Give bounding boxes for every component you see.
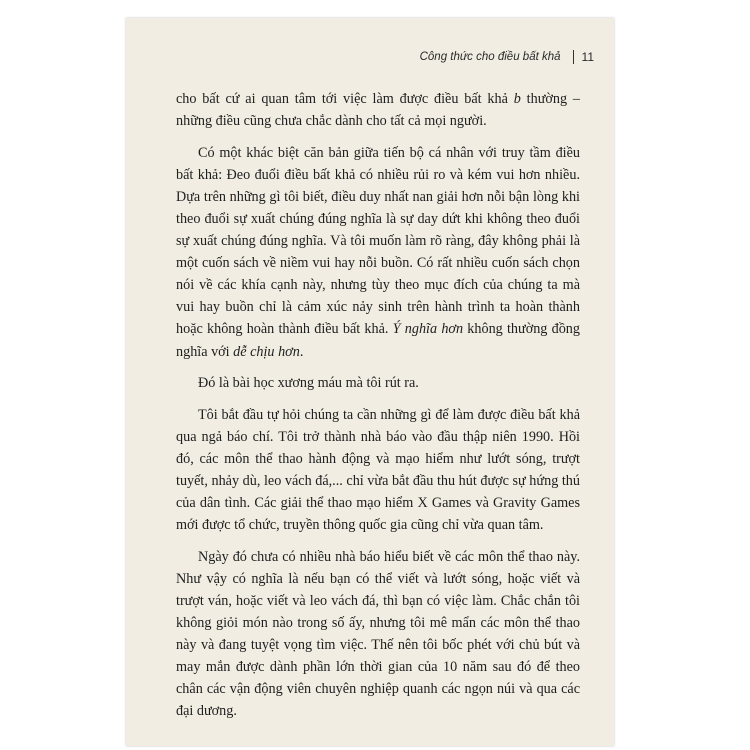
paragraph-1 [176,88,580,132]
text-segment: Ngày đó chưa có nhiều nhà báo hiểu biết về các môn thể thao này. Như vậy có nghĩa là nếu bạn có thể viết và lướt sóng, hoặc viết và trượt ván, hoặc viết và leo vách đá, thì bạn có việc làm. Chắc chắn tôi không giỏi món nào trong số ấy, nhưng tôi mê mẩn các môn thể thao này và đang tuyệt vọng tìm việc. Thế nên tôi bốc phét với chủ bút và may mắn được dành phần lớn thời gian của 10 năm sau đó để theo chân các vận động viên chuyên nghiệp quanh các ngọn núi và qua các đại dương. [176,548,580,720]
paragraph-5 [176,546,580,723]
text-segment-italic: b [513,91,521,107]
text-segment: cho bất cứ ai quan tâm tới việc làm được điều bất khả [176,91,514,107]
paragraph-3 [176,372,580,394]
page-number: 11 [581,50,594,64]
text-segment: Đó là bài học xương máu mà tôi rút ra. [198,375,419,392]
text-segment: Có một khác biệt căn bản giữa tiến bộ cá nhân với truy tầm điều bất khả: Đeo đuổi điều bất khả có nhiều rủi ro và kém vui hơn nhiều. Dựa trên những gì tôi biết, điều duy nhất nan giải hơn nỗi bận lòng khi theo đuổi sự xuất chúng đúng nghĩa là sự day dứt khi không theo đuổi sự xuất chúng đúng nghĩa. Và tôi muốn làm rõ ràng, đây không phải là một cuốn sách về niềm vui hay nỗi buồn. Có rất nhiều cuốn sách chọn nói về các khía cạnh này, nhưng tùy theo mục đích của chúng ta mà vui hay buồn chỉ là cảm xúc nảy sinh trên hành trình ta hoàn thành hoặc không hoàn thành điều bất khả. [176,144,580,338]
paragraph-2 [176,142,580,363]
text-segment: thường – những điều cũng chưa chắc dành cho tất cả mọi người. [176,91,581,130]
text-segment-italic: dễ chịu hơn [233,343,300,360]
text-segment: Tôi bắt đầu tự hỏi chúng ta cần những gì để làm được điều bất khả qua ngả báo chí. Tôi trở thành nhà báo vào đầu thập niên 1990. Hồi đó, các môn thể thao hành động và mạo hiểm như lướt sóng, trượt tuyết, nhảy dù, leo vách đá,... chỉ vừa bắt đầu thu hút được sự hứng thú của dân tình. Các giải thể thao mạo hiểm X Games và Gravity Games mới được tổ chức, truyền thông quốc gia cũng chỉ vừa quan tâm. [176,406,580,534]
paragraph-4 [176,404,580,537]
text-segment: không thường đồng nghĩa với [176,321,580,360]
body-text [176,88,580,732]
header-divider [573,50,574,64]
text-segment: . [299,343,304,360]
book-page [126,18,614,746]
running-title: Công thức cho điều bất khả [419,51,561,63]
text-segment-italic: Ý nghĩa hơn [392,321,464,338]
running-head [420,48,594,66]
